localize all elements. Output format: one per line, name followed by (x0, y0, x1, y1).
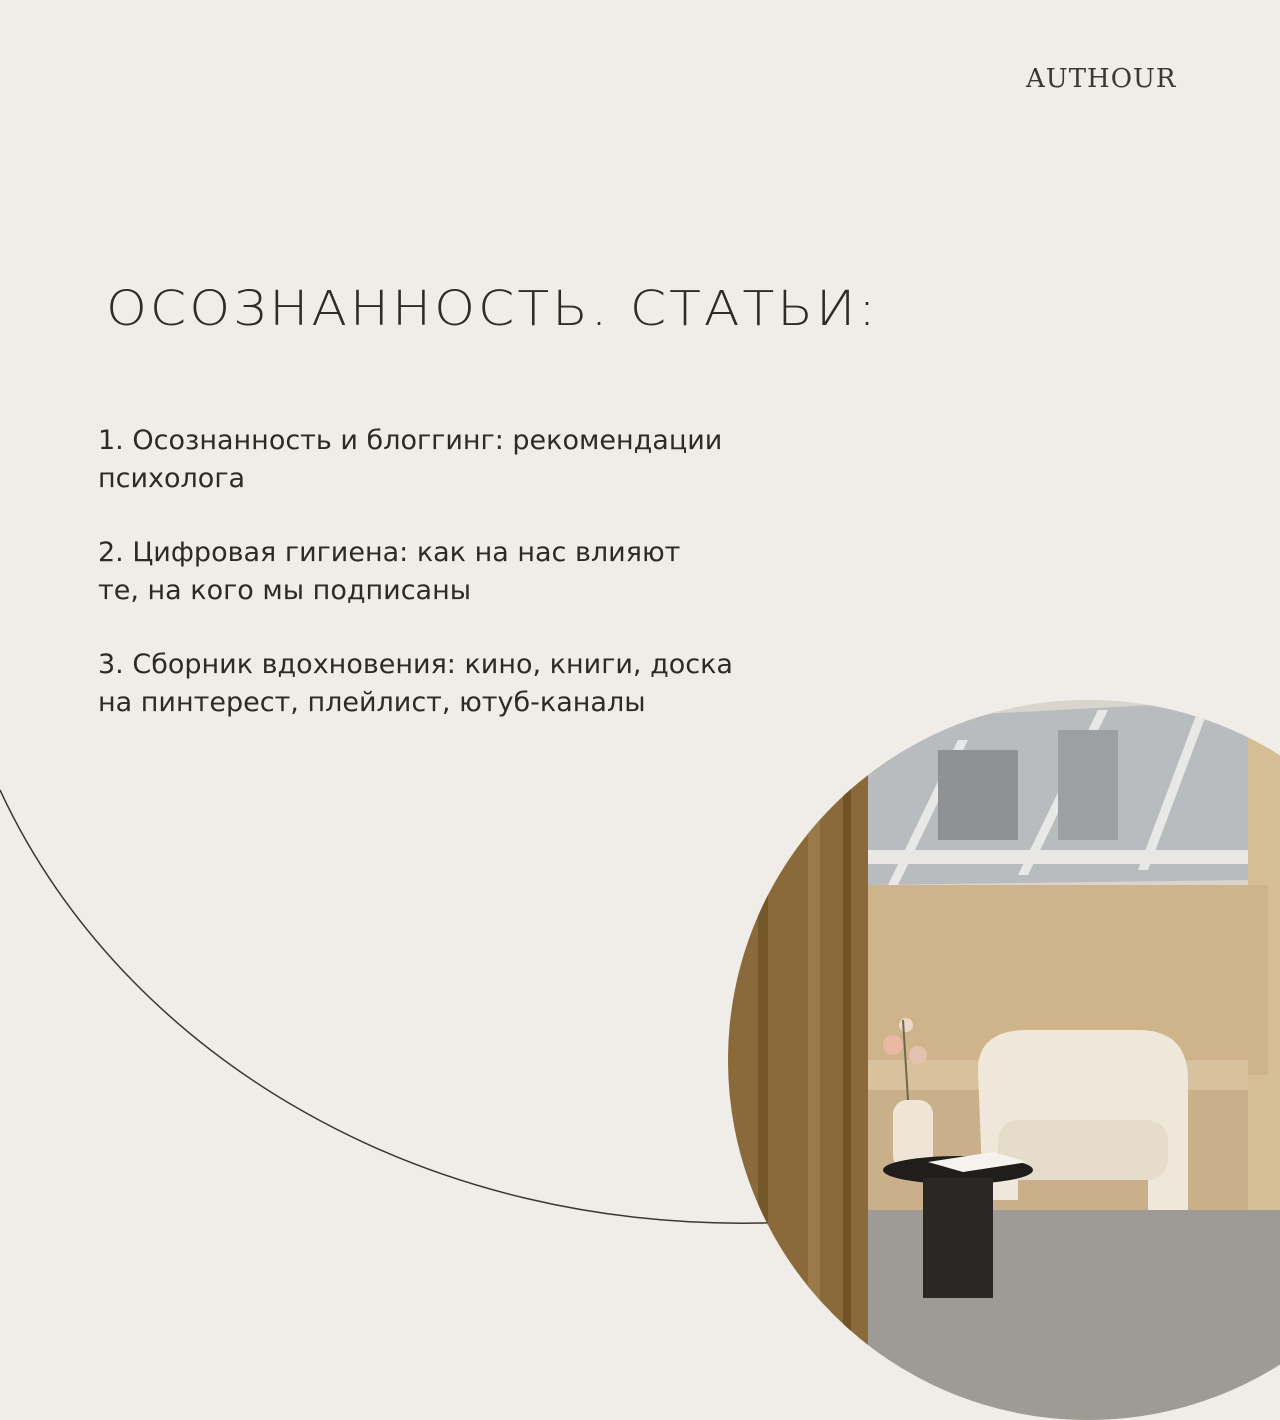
article-item-3[interactable]: 3. Сборник вдохновения: кино, книги, доска на пинтерест, плейлист, ютуб-каналы (98, 649, 733, 718)
page-title: ОСОЗНАННОСТЬ. СТАТЬИ: (106, 282, 879, 338)
article-item-2[interactable]: 2. Цифровая гигиена: как на нас влияют те, на кого мы подписаны (98, 537, 681, 606)
article-item-1[interactable]: 1. Осознанность и блоггинг: рекомендации психолога (98, 425, 723, 494)
brand-logo: AUTHOUR (1026, 64, 1177, 94)
